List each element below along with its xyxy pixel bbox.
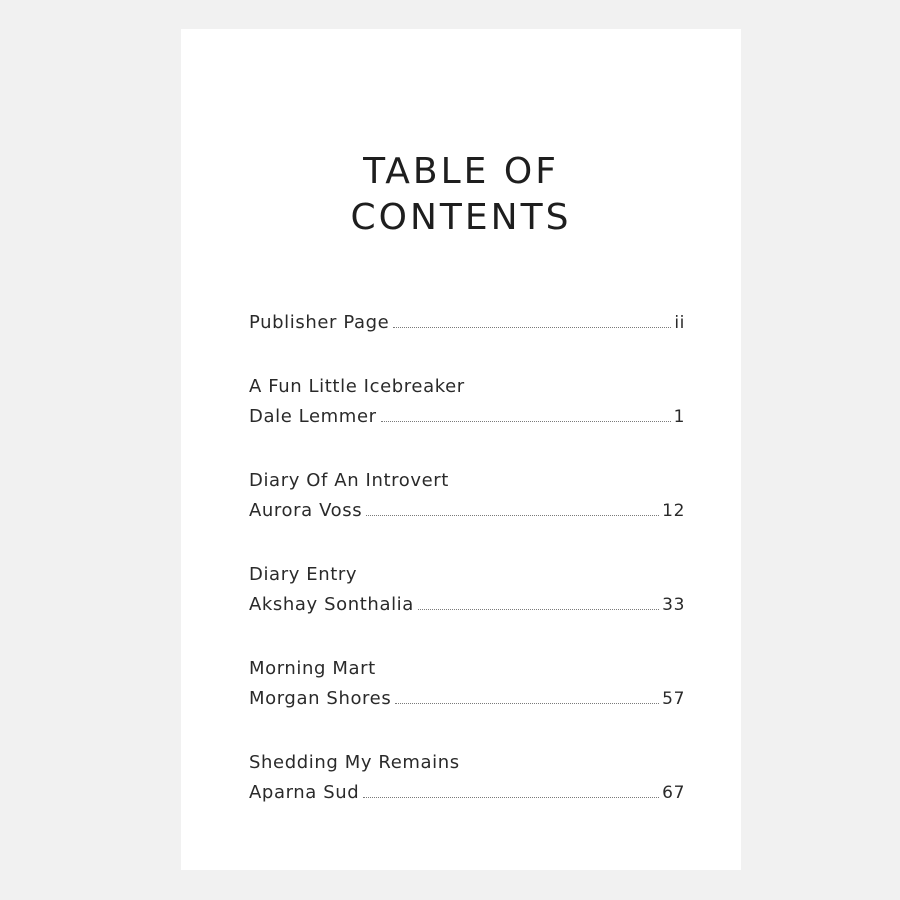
title-line-2: CONTENTS <box>350 197 572 238</box>
dot-leader <box>418 609 659 610</box>
story-title: Diary Entry <box>249 564 358 585</box>
toc-entry <box>249 748 685 808</box>
toc-entry <box>249 372 685 432</box>
author-name: Akshay Sonthalia <box>249 594 414 615</box>
author-name: Morgan Shores <box>249 688 392 709</box>
toc-entry <box>249 560 685 620</box>
toc-line <box>249 496 685 526</box>
story-title: Diary Of An Introvert <box>249 470 449 491</box>
toc-line <box>249 308 685 338</box>
toc-list <box>249 308 685 842</box>
page-number: 67 <box>662 783 685 803</box>
page-title <box>181 149 741 241</box>
author-name: Aurora Voss <box>249 500 363 521</box>
page-number: 57 <box>662 689 685 709</box>
document-page <box>181 29 741 870</box>
page-number: ii <box>674 313 685 333</box>
dot-leader <box>395 703 659 704</box>
story-title: A Fun Little Icebreaker <box>249 376 465 397</box>
toc-line <box>249 684 685 714</box>
page-number: 12 <box>662 501 685 521</box>
toc-entry <box>249 654 685 714</box>
title-line-1: TABLE OF <box>363 151 559 192</box>
dot-leader <box>366 515 659 516</box>
toc-label: Publisher Page <box>249 312 390 333</box>
toc-line <box>249 778 685 808</box>
toc-entry <box>249 466 685 526</box>
toc-line <box>249 402 685 432</box>
author-name: Aparna Sud <box>249 782 360 803</box>
toc-line <box>249 590 685 620</box>
page-number: 33 <box>662 595 685 615</box>
toc-entry-publisher <box>249 308 685 338</box>
dot-leader <box>393 327 671 328</box>
story-title: Shedding My Remains <box>249 752 460 773</box>
dot-leader <box>363 797 659 798</box>
page-number: 1 <box>673 407 685 427</box>
dot-leader <box>381 421 671 422</box>
author-name: Dale Lemmer <box>249 406 377 427</box>
story-title: Morning Mart <box>249 658 376 679</box>
